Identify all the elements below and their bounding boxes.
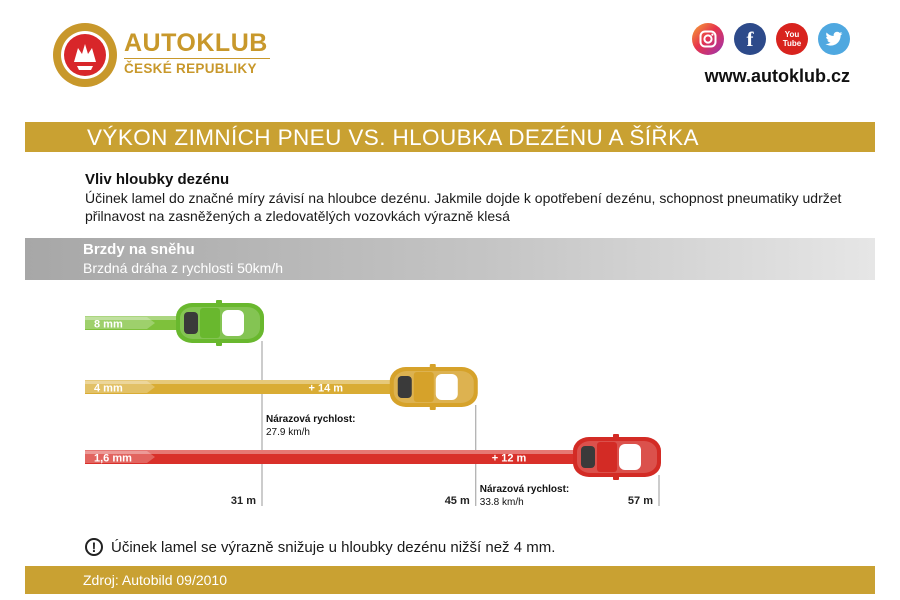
impact-speed-value: 33.8 km/h: [479, 497, 524, 508]
autoklub-logo: [52, 22, 118, 88]
intro-text: Účinek lamel do značné míry závisí na hloubce dezénu. Jakmile dojde k opotřebení dezénu, schopnost pneumatiky udržet přilnavost na zasněžených a zledovatělých vozovkách výrazně klesá: [85, 190, 842, 224]
category-label: 8 mm: [94, 318, 123, 331]
distance-label: 57 m: [627, 495, 653, 507]
impact-speed-label: Nárazová rychlost:: [266, 414, 356, 425]
section-title: Brzdy na sněhu: [83, 241, 195, 258]
car-windshield: [222, 310, 244, 336]
car-rear-window: [581, 446, 595, 468]
brand-line1: AUTOKLUB: [124, 29, 268, 57]
warning-text: Účinek lamel se výrazně snižuje u hloubky dezénu nižší než 4 mm.: [111, 538, 556, 556]
category-label: 4 mm: [94, 382, 123, 395]
impact-speed-label: Nárazová rychlost:: [479, 484, 570, 495]
distance-label: 45 m: [444, 495, 470, 507]
car-mirror: [613, 476, 619, 480]
youtube-icon[interactable]: [776, 23, 808, 55]
page-title: VÝKON ZIMNÍCH PNEU VS. HLOUBKA DEZÉNU A ŠÍŘKA: [87, 125, 699, 150]
footer-band: [25, 566, 875, 594]
car-roof: [200, 308, 220, 338]
car-roof: [597, 442, 617, 472]
instagram-icon[interactable]: [692, 23, 724, 55]
facebook-icon[interactable]: f: [734, 23, 766, 55]
car-windshield: [619, 444, 641, 470]
warning-note: [85, 538, 555, 556]
distance-label: 31 m: [230, 495, 256, 507]
car-mirror: [613, 434, 619, 438]
brand-line2: ČESKÉ REPUBLIKY: [124, 58, 270, 78]
car-roof: [414, 372, 434, 402]
youtube-label: You Tube: [782, 30, 802, 48]
intro-section: [85, 171, 845, 225]
increment-label: + 14 m: [308, 382, 344, 395]
brand-name: [124, 30, 270, 78]
intro-heading: Vliv hloubky dezénu: [85, 171, 230, 188]
source-text: Zdroj: Autobild 09/2010: [83, 572, 227, 588]
braking-distance-chart: [0, 290, 900, 520]
car-rear-window: [184, 312, 198, 334]
impact-speed-value: 27.9 km/h: [266, 427, 310, 438]
increment-label: + 12 m: [491, 452, 527, 465]
twitter-icon[interactable]: [818, 23, 850, 55]
title-band: [25, 122, 875, 152]
social-links: [692, 23, 850, 55]
car-mirror: [216, 342, 222, 346]
website-link[interactable]: www.autoklub.cz: [704, 66, 850, 86]
exclamation-icon: !: [85, 538, 103, 556]
car-mirror: [216, 300, 222, 304]
section-subtitle: Brzdná dráha z rychlosti 50km/h: [83, 260, 283, 276]
car-mirror: [430, 406, 436, 410]
car-mirror: [430, 364, 436, 368]
category-label: 1,6 mm: [94, 452, 132, 465]
section-band: [25, 238, 875, 280]
car-windshield: [436, 374, 458, 400]
car-rear-window: [398, 376, 412, 398]
